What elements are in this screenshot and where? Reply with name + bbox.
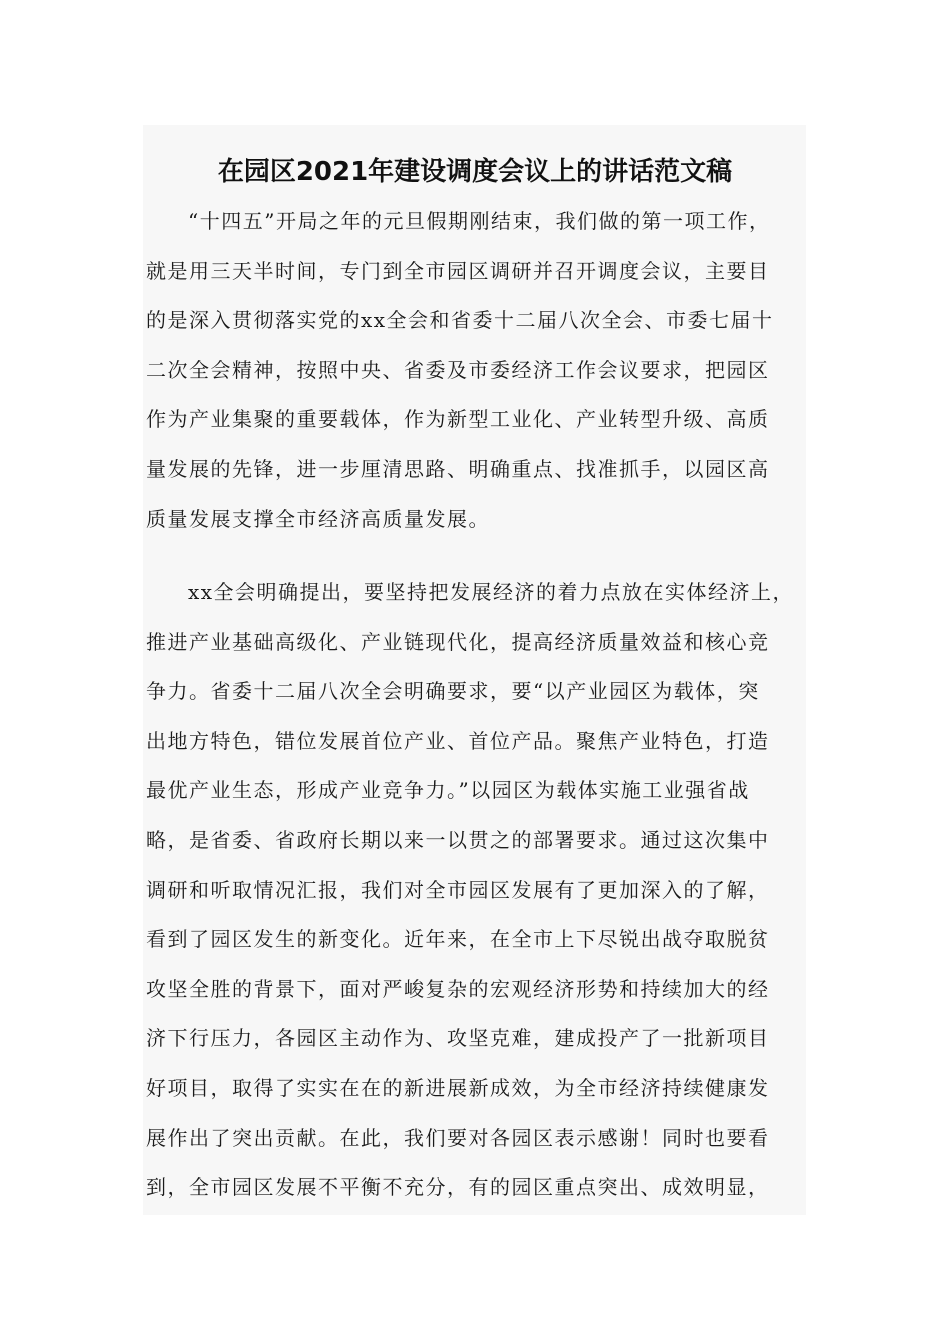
paragraph-line: 作为产业集聚的重要载体，作为新型工业化、产业转型升级、高质: [146, 407, 770, 432]
paragraph-line: 展作出了突出贡献。在此，我们要对各园区表示感谢！同时也要看: [146, 1125, 770, 1150]
paragraph-line: 攻坚全胜的背景下，面对严峻复杂的宏观经济形势和持续加大的经: [146, 976, 770, 1001]
paragraph-line: “十四五”开局之年的元旦假期刚结束，我们做的第一项工作，: [188, 209, 771, 233]
paragraph-line: xx全会明确提出，要坚持把发展经济的着力点放在实体经济上，: [188, 580, 795, 604]
paragraph-line: 就是用三天半时间，专门到全市园区调研并召开调度会议，主要目: [146, 258, 770, 283]
paragraph-line: 质量发展支撑全市经济高质量发展。: [146, 506, 490, 531]
paragraph-line: 最优产业生态，形成产业竞争力。”以园区为载体实施工业强省战: [146, 778, 750, 803]
paragraph-line: 推进产业基础高级化、产业链现代化，提高经济质量效益和核心竞: [146, 629, 770, 654]
paragraph-line: 量发展的先锋，进一步厘清思路、明确重点、找准抓手，以园区高: [146, 456, 770, 481]
paragraph-line: 济下行压力，各园区主动作为、攻坚克难，建成投产了一批新项目: [146, 1026, 770, 1051]
paragraph-1: [146, 197, 774, 544]
paragraph-line: 调研和听取情况汇报，我们对全市园区发展有了更加深入的了解，: [146, 877, 770, 902]
document-title: 在园区2021年建设调度会议上的讲话范文稿: [217, 157, 733, 188]
paragraph-line: 好项目，取得了实实在在的新进展新成效，为全市经济持续健康发: [146, 1075, 770, 1100]
paragraph-line: 略，是省委、省政府长期以来一以贯之的部署要求。通过这次集中: [146, 827, 770, 852]
paragraph-2: [146, 568, 794, 1213]
paragraph-line: 出地方特色，错位发展首位产业、首位产品。聚焦产业特色，打造: [146, 728, 770, 753]
paragraph-line: 看到了园区发生的新变化。近年来，在全市上下尽锐出战夺取脱贫: [146, 927, 770, 952]
paragraph-line: 二次全会精神，按照中央、省委及市委经济工作会议要求，把园区: [146, 357, 770, 382]
paragraph-line: 的是深入贯彻落实党的xx全会和省委十二届八次全会、市委七届十: [146, 308, 774, 333]
paragraph-line: 到，全市园区发展不平衡不充分，有的园区重点突出、成效明显，: [146, 1175, 770, 1200]
paragraph-line: 争力。省委十二届八次全会明确要求，要“以产业园区为载体，突: [146, 679, 760, 704]
